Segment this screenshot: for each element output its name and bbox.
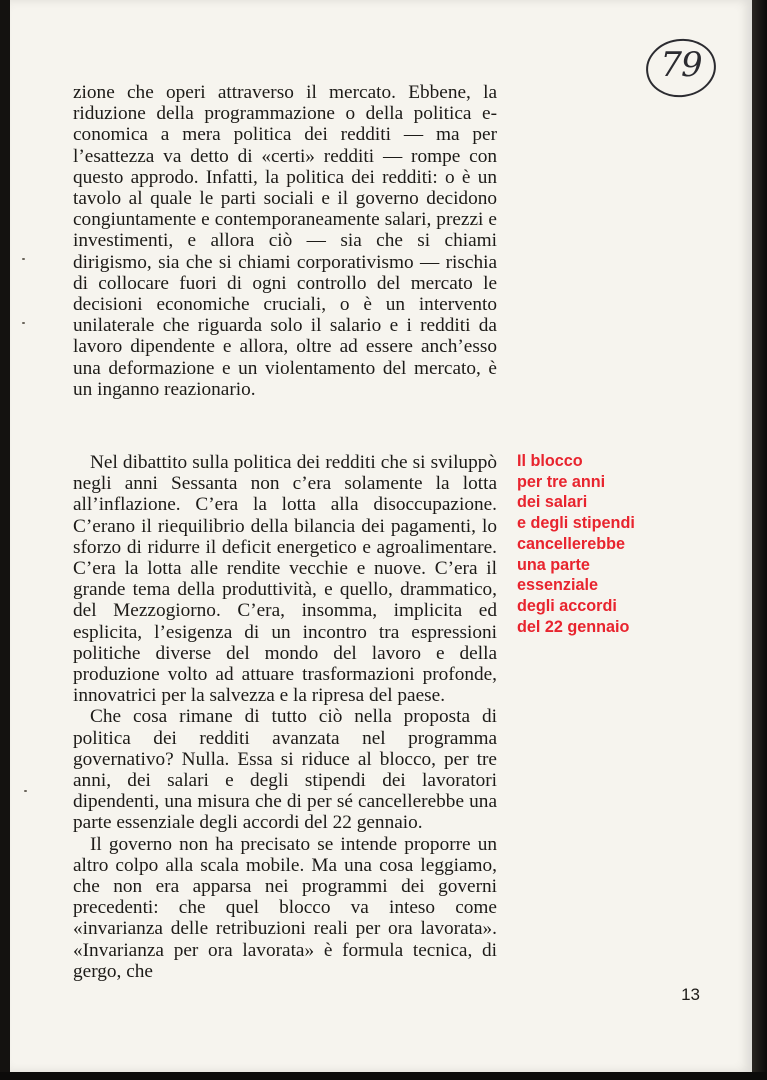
body-text-top [73, 82, 497, 400]
pull-quote-line: e degli stipendi [517, 514, 635, 533]
pull-quote-line: Il blocco [517, 452, 583, 470]
pull-quote-line: per tre anni [517, 472, 606, 491]
page-bottom-edge [0, 1072, 767, 1080]
page-number: 13 [681, 985, 700, 1004]
pull-quote-line: essenziale [517, 576, 598, 595]
pull-quote-line: dei salari [517, 493, 588, 512]
paragraph: Il governo non ha precisato se intende proporre un altro colpo alla scala mobile. Ma una cosa leggiamo, che non era apparsa nei programmi dei governi precedenti: che quel blocco va inteso come «invarianza delle retribuzioni reali per ora lavorata». «Invarianza per ora lavorata» è formula tecnica, di gergo, che [73, 833, 497, 982]
paper-speck [22, 258, 25, 260]
paragraph: Che cosa rimane di tutto ciò nella proposta di politica dei redditi avanzata nel programma governativo? Nulla. Essa si riduce al blocco, per tre anni, dei salari e degli stipendi dei lavoratori dipendenti, una misura che di per sé cancellerebbe una parte essenziale degli accordi del 22 gennaio. [73, 706, 497, 834]
body-text-bottom [73, 452, 497, 982]
pull-quote-line: una parte [517, 555, 590, 574]
paragraph: Nel dibattito sulla politica dei redditi che si sviluppò negli anni Sessanta non c’era solamente la lotta all’inflazione. C’era la lotta alla disoccupazione. C’erano il riequilibrio della bilancia dei pagamenti, lo sforzo di ridurre il deficit energetico e agroalimentare. C’era la lotta alle rendite vecchie e nuove. C’era il grande tema della produttività, e quello, drammatico, del Mezzogiorno. C’era, insomma, implicita ed esplicita, l’esigenza di un incontro tra espressioni politiche diverse del mondo del lavoro e della produzione volto ad attuare trasformazioni profonde, innovatrici per la salvezza e la ripresa del paese. [73, 452, 497, 707]
annotation-number: 79 [660, 45, 702, 85]
pull-quote-line: del 22 gennaio [517, 617, 630, 636]
page-edge-shadow [752, 0, 767, 1080]
pull-quote [517, 451, 717, 637]
paragraph: zione che operi attraverso il mercato. Ebbene, la riduzione della programmazione o della politica e-conomica a mera politica dei redditi — ma per l’esattezza va detto di «certi» redditi — rompe con questo approdo. Infatti, la politica dei redditi: o è un tavolo al quale le parti sociali e il governo decidono congiuntamente e contemporaneamente salari, prezzi e investimenti, e allora ciò — sia che si chiami dirigismo, sia che si chiami corporativismo — rischia di collocare fuori di ogni controllo del mercato le decisioni economiche cruciali, o è un intervento unilaterale che riguarda solo il salario e i redditi da lavoro dipendente e allora, oltre ad essere anch’esso una deformazione e un violentamento del mercato, è un inganno reazionario. [73, 82, 497, 400]
paper-speck [24, 790, 27, 792]
pull-quote-line: degli accordi [517, 596, 617, 615]
pull-quote-line: cancellerebbe [517, 534, 625, 553]
paper-speck [22, 322, 25, 324]
handwritten-page-annotation [643, 36, 719, 100]
